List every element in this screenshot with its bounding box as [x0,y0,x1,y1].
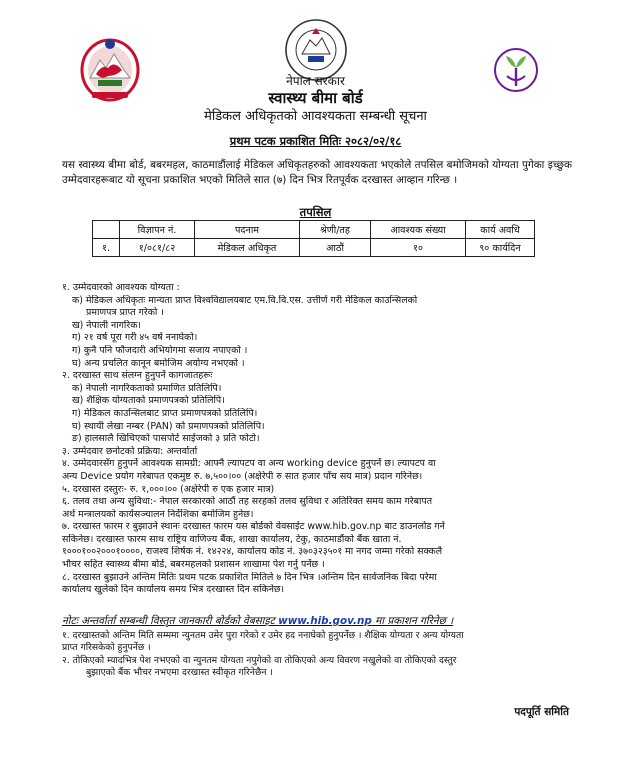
requirement-line: क) नेपाली नागरिकताको प्रमाणित प्रतिलिपि। [72,382,222,394]
requirement-line: ७. दरखास्त फारम र बुझाउने स्थानः दरखास्त फारम यस बोर्डको वेवसाईट www.hib.gov.np बाट डाउनलोड गर्न [62,521,445,533]
requirement-line: ख) नेपाली नागरिक। [72,319,141,331]
footnotes-section [62,630,577,680]
footnote-line: १. दरखास्तको अन्तिम मिति सम्ममा न्युनतम उमेर पुरा गरेको र उमेर हद ननाघेको हुनुपर्नेछ । शैक्षिक योग्यता र अन्य योग्यता [62,630,464,641]
table-caption-text: तपसिल [299,205,332,219]
note-prefix: नोटः अन्तर्वार्ता सम्बन्धी विस्तृत जानकारी बोर्डको वेबसाइट [62,615,279,627]
requirement-line: ४. उम्मेदवारसँग हुनुपर्ने आवश्यक सामग्री: आफ्नै ल्यापटप वा अन्य working device हुनुपर्ने छ। ल्यापटप वा [62,458,436,470]
publication-date [0,134,631,149]
requirement-line: ग) कुनै पनि फौजदारी अभियोगमा सजाय नपाएको । [72,344,248,356]
requirement-line: कार्यालय खुलेको दिन कार्यालय समय भित्र दरखास्त दिन सकिनेछ। [62,584,285,596]
website-note [62,614,577,628]
requirement-line: प्रमाणपत्र प्राप्त गरेको । [86,307,164,319]
cell-level: आठौं [300,239,371,257]
header-duration: कार्य अवधि [466,221,535,239]
requirement-line: भौचर सहित स्वास्थ्य बीमा बोर्ड, बबरमहलको प्रशासन शाखामा पेश गर्नु पर्नेछ । [62,559,325,571]
requirement-line: ग) मेडिकल काउन्सिलबाट प्राप्त प्रमाणपत्रको प्रतिलिपि। [72,407,258,419]
requirements-section [62,282,577,597]
footnote-line: २. तोकिएको म्यादभित्र पेश नभएको वा न्युनतम योग्यता नपुगेको वा तोकिएको अन्य विवरण नखुलेको वा तोकिएको दस्तुर [62,654,457,666]
committee-signature: पदपूर्ति समिति [514,706,569,718]
website-link[interactable]: www.hib.gov.np [278,615,372,627]
intro-paragraph: यस स्वास्थ्य बीमा बोर्ड, बबरमहल, काठमाडौंलाई मेडिकल अधिकृतहरुको आवश्यकता भएकोले तपसिल बमोजिमको योग्यता पुगेका इच्छुक उम्मेदवारहरूबाट यो सूचना प्रकाशित भएको मितिले सात (७) दिन भित्र रितपूर्वक दरखास्त आव्हान गरिन्छ । [62,159,572,186]
table-caption [0,205,631,220]
requirement-line: अन्य Device प्रयोग गरेबापत एकमुष्ट रु. ७,५००।०० (अक्षेरेपी रु सात हजार पाँच सय मात्र) प्रदान गरिनेछ। [62,470,423,482]
note-suffix: मा प्रकाशन गरिनेछ । [371,615,454,627]
requirement-line: ङ) हालसालै खिचिएको पासपोर्ट साईजको ३ प्रति फोटो। [72,433,260,445]
requirement-line: क) मेडिकल अधिकृतः मान्यता प्राप्त विश्वविद्यालयबाट एम.वि.वि.एस. उत्तीर्ण गरी मेडिकल काउन्सिलको [72,294,418,306]
header-level: श्रेणी/तह [300,221,371,239]
requirement-line: सकिनेछ। दरखास्त फारम साथ राष्ट्रिय वाणिज्य बैंक, शाखा कार्यालय, टेकु, काठमाडौंको बैंक खाता नं. [62,533,402,545]
cell-required-count: १० [371,239,466,257]
vacancy-table [92,220,535,257]
cell-duration: ९० कार्यदिन [466,239,535,257]
notice-subject: मेडिकल अधिकृतको आवश्यकता सम्बन्धी सूचना [204,109,427,124]
header-required-count: आवश्यक संख्या [371,221,466,239]
requirement-line: ख) शैक्षिक योग्यताको प्रमाणपत्रको प्रतिलिपि। [72,395,225,407]
requirement-line: घ) अन्य प्रचलित कानून बमोजिम अयोग्य नभएको । [72,357,245,369]
requirement-line: १. उम्मेदवारको आवश्यक योग्यता : [62,282,180,293]
requirement-line: १०००१००२०००१००००, राजश्व शिर्षक नं. १४२२४, कार्यालय कोड नं. ३७०३२३५०१ मा नगद जम्मा गरेको सक्कलै [62,546,443,558]
table-row [93,239,535,257]
header-position: पदनाम [195,221,300,239]
publication-date-text: प्रथम पटक प्रकाशित मितिः २०८२/०२/१८ [229,134,402,148]
header-serial [93,221,120,239]
header-advert-no: विज्ञापन नं. [120,221,195,239]
footnote-line: प्राप्त गरिसकेको हुनुपर्नेछ । [62,642,151,654]
cell-serial: १. [93,239,120,257]
table-header-row [93,221,535,239]
requirement-line: ८. दरखास्त बुझाउने अन्तिम मितिः प्रथम पटक प्रकाशित मितिले ७ दिन भित्र ।अन्तिम दिन सार्वजनिक बिदा परेमा [62,571,437,583]
board-name: स्वास्थ्य बीमा बोर्ड [268,89,363,107]
requirement-line: ३. उम्मेदवार छनोटको प्रक्रिया: अन्तर्वार्ता [62,445,198,457]
footnote-line: बुझाएको बैंक भौचर नभएमा दरखास्त स्वीकृत गरिनेछैन । [86,667,273,679]
requirement-line: ग) २१ वर्ष पूरा गरी ४५ वर्ष ननाघेको। [72,332,198,344]
requirement-line: २. दरखास्त साथ संलग्न हुनुपर्ने कागजातहरूः [62,370,213,382]
government-name: नेपाल सरकार [286,74,345,88]
requirement-line: ५. दरखास्त दस्तुरः- रु. १,०००।०० (अक्षेरेपी रु एक हजार मात्र) [62,483,275,495]
requirement-line: ६. तलव तथा अन्य सुविधा:- नेपाल सरकारको आठौं तह सरहको तलव सुविधा र अतिरिक्त समय काम गरेबापत [62,496,433,508]
requirement-line: अर्थ मन्त्रालयको कार्यसञ्चालन निर्देशिका बमोजिम हुनेछ। [62,508,254,520]
cell-position: मेडिकल अधिकृत [195,239,300,257]
cell-advert-no: १/०८१/८२ [120,239,195,257]
requirement-line: घ) स्थायी लेखा नम्बर (PAN) को प्रमाणपत्रको प्रतिलिपि। [72,420,265,432]
